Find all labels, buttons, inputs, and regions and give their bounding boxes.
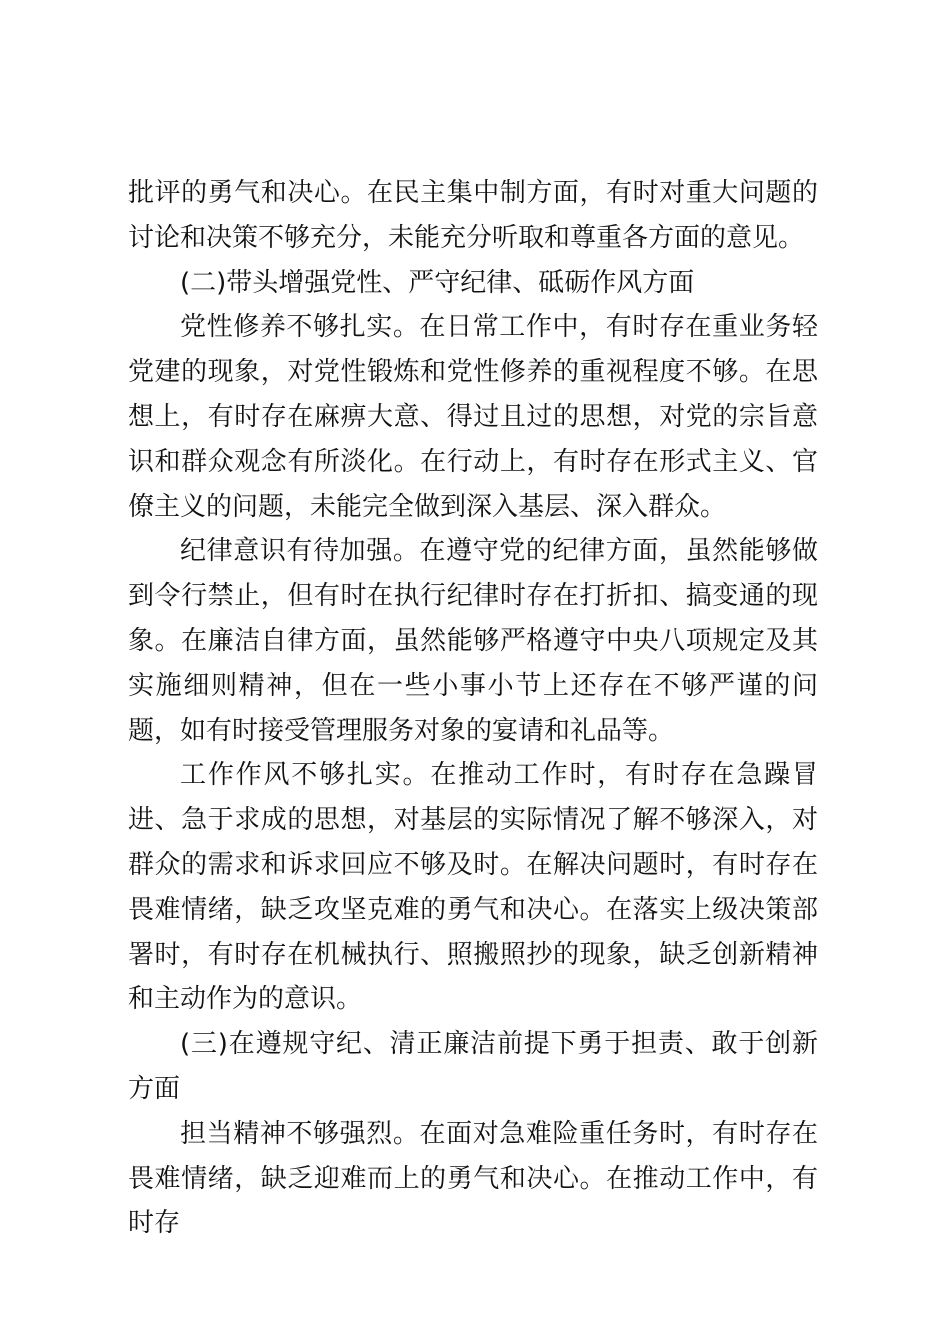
paragraph-work-style: 工作作风不够扎实。在推动工作时，有时存在急躁冒进、急于求成的思想，对基层的实际情况了解不够深入，对群众的需求和诉求回应不够及时。在解决问题时，有时存在畏难情绪，缺乏攻坚克难的勇气和决心。在落实上级决策部署时，有时存在机械执行、照搬照抄的现象，缺乏创新精神和主动作为的意识。 xyxy=(128,760,818,1015)
paragraph-continuation: 批评的勇气和决心。在民主集中制方面，有时对重大问题的讨论和决策不够充分，未能充分听取和尊重各方面的意见。 xyxy=(128,178,818,253)
paragraph-responsibility: 担当精神不够强烈。在面对急难险重任务时，有时存在畏难情绪，缺乏迎难而上的勇气和决心。在推动工作中，有时存 xyxy=(128,1118,818,1239)
section-heading-3: (三)在遵规守纪、清正廉洁前提下勇于担责、敢于创新方面 xyxy=(128,1029,818,1104)
section-heading-2: (二)带头增强党性、严守纪律、砥砺作风方面 xyxy=(180,267,695,298)
paragraph-party-spirit: 党性修养不够扎实。在日常工作中，有时存在重业务轻党建的现象，对党性锻炼和党性修养的重视程度不够。在思想上，有时存在麻痹大意、得过且过的思想，对党的宗旨意识和群众观念有所淡化。在行动上，有时存在形式主义、官僚主义的问题，未能完全做到深入基层、深入群众。 xyxy=(128,312,818,522)
document-page xyxy=(128,171,818,1246)
paragraph-discipline: 纪律意识有待加强。在遵守党的纪律方面，虽然能够做到令行禁止，但有时在执行纪律时存在打折扣、搞变通的现象。在廉洁自律方面，虽然能够严格遵守中央八项规定及其实施细则精神，但在一些小事小节上还存在不够严谨的问题，如有时接受管理服务对象的宴请和礼品等。 xyxy=(128,536,818,746)
